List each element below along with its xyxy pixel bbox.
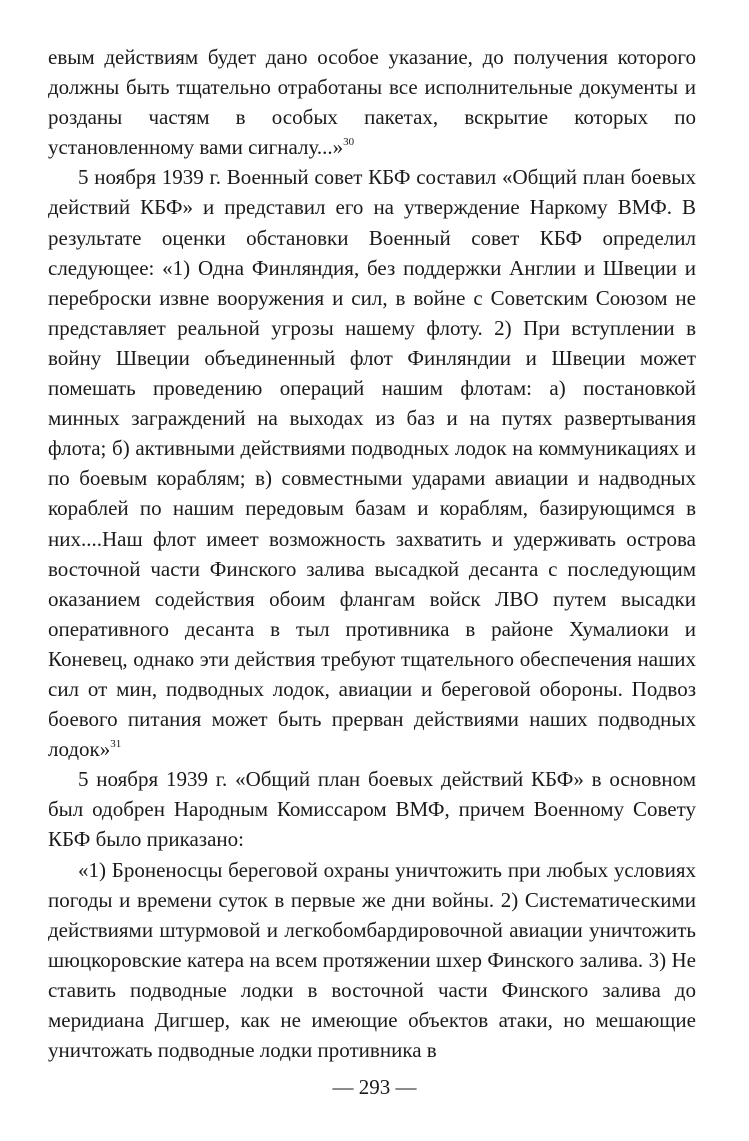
paragraph-3-text: 5 ноября 1939 г. «Общий план боевых действий КБФ» в основном был одобрен Народным Комиссаром ВМФ, причем Военному Совету КБФ было приказано: — [48, 767, 696, 852]
footnote-ref-30: 30 — [343, 136, 355, 149]
paragraph-3 — [48, 764, 696, 854]
paragraph-2 — [48, 162, 696, 764]
paragraph-2-text: 5 ноября 1939 г. Военный совет КБФ составил «Общий план боевых действий КБФ» и представил его на утверждение Наркому ВМФ. В результате оценки обстановки Военный совет КБФ определил следующее: «1) Одна Финляндия, без поддержки Англии и Швеции и переброски извне вооружения и сил, в войне с Советским Союзом не представляет реальной угрозы нашему флоту. 2) При вступлении в войну Швеции объединенный флот Финляндии и Швеции может помешать проведению операций нашим флотам: а) постановкой минных заграждений на выходах из баз и на путях развертывания флота; б) активными действиями подводных лодок на коммуникациях и по боевым кораблям; в) совместными ударами авиации и надводных кораблей по нашим передовым базам и кораблям, базирующимся в них....Наш флот имеет возможность захватить и удерживать острова восточной части Финского залива высадкой десанта с последующим оказанием содействия обоим флангам войск ЛВО путем высадки оперативного десанта в тыл противника в районе Хумалиоки и Коневец, однако эти действия требуют тщательного обеспечения наших сил от мин, подводных лодок, авиации и береговой обороны. Подвоз боевого питания может быть прерван действиями наших подводных лодок» — [48, 165, 696, 762]
paragraph-1 — [48, 42, 696, 162]
body-text — [48, 42, 696, 1065]
paragraph-1-text: евым действиям будет дано особое указание, до получения которого должны быть тщательно отработаны все исполнительные документы и розданы частям в особых пакетах, вскрытие которых по установленному вами сигналу...» — [48, 45, 696, 160]
page-number: — 293 — — [332, 1075, 417, 1099]
footnote-ref-31: 31 — [110, 738, 122, 751]
paragraph-4 — [48, 855, 696, 1066]
paragraph-4-text: «1) Броненосцы береговой охраны уничтожить при любых условиях погоды и времени суток в первые же дни войны. 2) Систематическими действиями штурмовой и легкобомбардировочной авиации уничтожить шюцкоровские катера на всем протяжении шхер Финского залива. 3) Не ставить подводные лодки в восточной части Финского залива до меридиана Дигшер, как не имеющие объектов атаки, но мешающие уничтожать подводные лодки противника в — [48, 857, 696, 1063]
